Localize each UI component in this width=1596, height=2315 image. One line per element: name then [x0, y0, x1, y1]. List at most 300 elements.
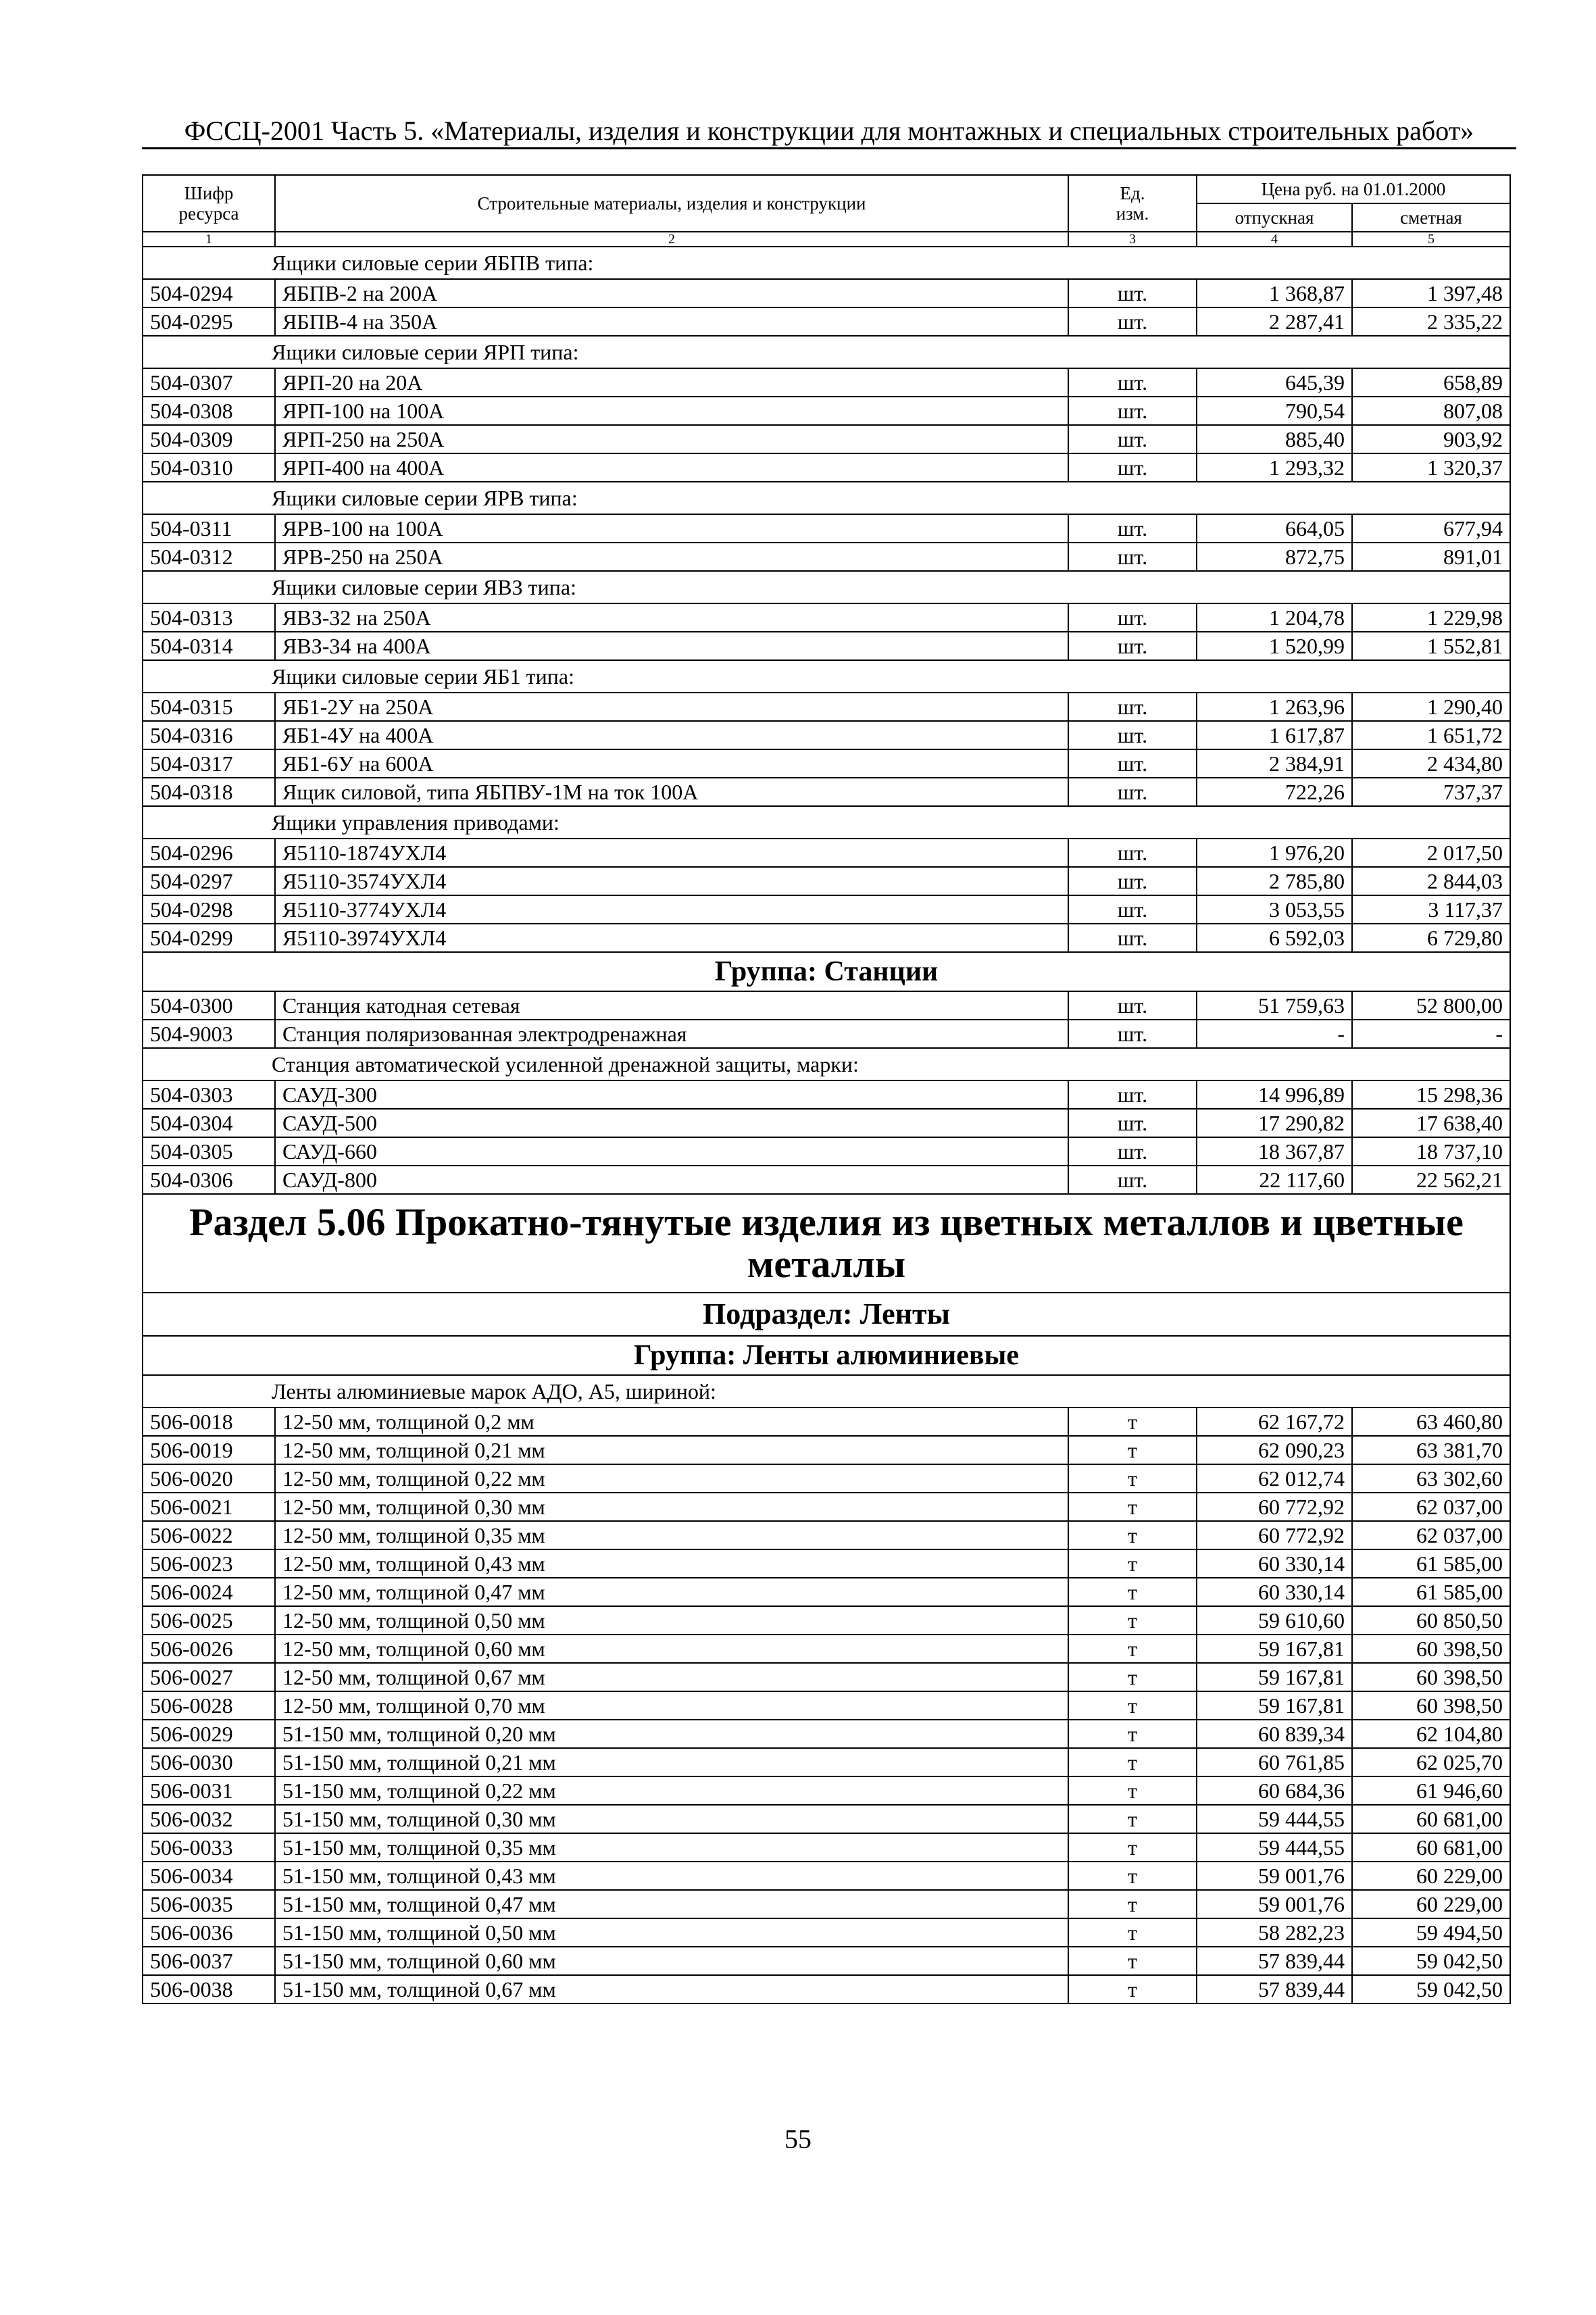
- resource-code: 506-0029: [143, 1720, 275, 1748]
- unit-of-measure: т: [1068, 1833, 1197, 1862]
- price-release: 60 761,85: [1197, 1748, 1352, 1776]
- price-estimate: 61 585,00: [1352, 1549, 1510, 1578]
- price-release: 1 263,96: [1197, 693, 1352, 721]
- table-row: [143, 839, 1510, 867]
- price-release: 18 367,87: [1197, 1137, 1352, 1166]
- price-estimate: 1 651,72: [1352, 721, 1510, 749]
- subgroup-heading: Ящики силовые серии ЯРВ типа:: [143, 482, 1510, 514]
- resource-code: 506-0027: [143, 1663, 275, 1691]
- price-release: 14 996,89: [1197, 1080, 1352, 1109]
- price-estimate: 2 335,22: [1352, 307, 1510, 336]
- resource-code: 504-0304: [143, 1109, 275, 1137]
- resource-code: 506-0024: [143, 1578, 275, 1606]
- price-release: 60 330,14: [1197, 1578, 1352, 1606]
- price-release: -: [1197, 1020, 1352, 1048]
- price-release: 664,05: [1197, 514, 1352, 543]
- table-row: [143, 1166, 1510, 1194]
- price-table-body: [143, 175, 1510, 2003]
- resource-code: 506-0023: [143, 1549, 275, 1578]
- price-release: 60 772,92: [1197, 1521, 1352, 1549]
- price-estimate: 3 117,37: [1352, 895, 1510, 924]
- price-release: 57 839,44: [1197, 1947, 1352, 1975]
- price-estimate: 63 302,60: [1352, 1464, 1510, 1493]
- unit-of-measure: шт.: [1068, 1020, 1197, 1048]
- material-name: ЯБ1-4У на 400А: [275, 721, 1068, 749]
- unit-of-measure: т: [1068, 1947, 1197, 1975]
- unit-of-measure: т: [1068, 1635, 1197, 1663]
- table-row: [143, 721, 1510, 749]
- price-release: 1 976,20: [1197, 839, 1352, 867]
- material-name: 51-150 мм, толщиной 0,22 мм: [275, 1776, 1068, 1805]
- resource-code: 506-0021: [143, 1493, 275, 1521]
- table-row: [143, 1833, 1510, 1862]
- material-name: САУД-660: [275, 1137, 1068, 1166]
- price-estimate: 63 381,70: [1352, 1436, 1510, 1464]
- price-release: 60 839,34: [1197, 1720, 1352, 1748]
- resource-code: 506-0035: [143, 1890, 275, 1918]
- table-row: [143, 1805, 1510, 1833]
- unit-of-measure: т: [1068, 1776, 1197, 1805]
- price-estimate: -: [1352, 1020, 1510, 1048]
- resource-code: 504-0312: [143, 543, 275, 571]
- price-release: 60 772,92: [1197, 1493, 1352, 1521]
- price-estimate: 1 229,98: [1352, 603, 1510, 632]
- col-number-4: 4: [1197, 232, 1352, 247]
- price-estimate: 63 460,80: [1352, 1408, 1510, 1436]
- resource-code: 504-0310: [143, 453, 275, 482]
- price-release: 62 167,72: [1197, 1408, 1352, 1436]
- material-name: ЯБПВ-2 на 200А: [275, 279, 1068, 307]
- table-row: [143, 1109, 1510, 1137]
- table-row: [143, 749, 1510, 778]
- table-row: [143, 632, 1510, 660]
- page-number: 55: [784, 2124, 812, 2154]
- resource-code: 504-0296: [143, 839, 275, 867]
- price-estimate: 891,01: [1352, 543, 1510, 571]
- material-name: Станция поляризованная электродренажная: [275, 1020, 1068, 1048]
- resource-code: 504-0305: [143, 1137, 275, 1166]
- material-name: ЯБПВ-4 на 350А: [275, 307, 1068, 336]
- material-name: 51-150 мм, толщиной 0,30 мм: [275, 1805, 1068, 1833]
- unit-of-measure: шт.: [1068, 279, 1197, 307]
- price-estimate: 677,94: [1352, 514, 1510, 543]
- material-name: ЯВЗ-32 на 250А: [275, 603, 1068, 632]
- table-row: [143, 279, 1510, 307]
- material-name: САУД-500: [275, 1109, 1068, 1137]
- table-row: [143, 1890, 1510, 1918]
- price-release: 59 610,60: [1197, 1606, 1352, 1635]
- unit-of-measure: т: [1068, 1521, 1197, 1549]
- col-header-code: Шифр ресурса: [143, 175, 275, 232]
- resource-code: 506-0038: [143, 1975, 275, 2003]
- resource-code: 506-0033: [143, 1833, 275, 1862]
- table-row: [143, 867, 1510, 895]
- price-release: 59 001,76: [1197, 1862, 1352, 1890]
- table-row: [143, 1720, 1510, 1748]
- material-name: ЯРП-20 на 20А: [275, 368, 1068, 397]
- price-estimate: 1 552,81: [1352, 632, 1510, 660]
- material-name: 12-50 мм, толщиной 0,47 мм: [275, 1578, 1068, 1606]
- material-name: ЯБ1-6У на 600А: [275, 749, 1068, 778]
- price-release: 1 617,87: [1197, 721, 1352, 749]
- unit-of-measure: шт.: [1068, 543, 1197, 571]
- price-estimate: 62 037,00: [1352, 1493, 1510, 1521]
- unit-of-measure: шт.: [1068, 778, 1197, 806]
- material-name: 12-50 мм, толщиной 0,60 мм: [275, 1635, 1068, 1663]
- price-estimate: 1 320,37: [1352, 453, 1510, 482]
- subgroup-heading: Ящики управления приводами:: [143, 806, 1510, 839]
- table-row: [143, 603, 1510, 632]
- resource-code: 506-0028: [143, 1691, 275, 1720]
- price-estimate: 1 290,40: [1352, 693, 1510, 721]
- table-row: [143, 1947, 1510, 1975]
- resource-code: 506-0030: [143, 1748, 275, 1776]
- unit-of-measure: т: [1068, 1663, 1197, 1691]
- col-number-2: 2: [275, 232, 1068, 247]
- table-row: [143, 1748, 1510, 1776]
- running-header: ФССЦ-2001 Часть 5. «Материалы, изделия и конструкции для монтажных и специальных строительных работ»: [142, 115, 1516, 149]
- price-estimate: 61 585,00: [1352, 1578, 1510, 1606]
- table-row: [143, 453, 1510, 482]
- table-row: [143, 1691, 1510, 1720]
- price-release: 885,40: [1197, 425, 1352, 453]
- subgroup-heading: Ленты алюминиевые марок АДО, А5, шириной:: [143, 1375, 1510, 1408]
- subgroup-heading-row: [143, 482, 1510, 514]
- resource-code: 506-0036: [143, 1918, 275, 1947]
- price-estimate: 2 434,80: [1352, 749, 1510, 778]
- table-row: [143, 1080, 1510, 1109]
- resource-code: 506-0025: [143, 1606, 275, 1635]
- resource-code: 504-0313: [143, 603, 275, 632]
- material-name: САУД-800: [275, 1166, 1068, 1194]
- price-release: 2 287,41: [1197, 307, 1352, 336]
- price-release: 58 282,23: [1197, 1918, 1352, 1947]
- unit-of-measure: шт.: [1068, 991, 1197, 1020]
- table-row: [143, 991, 1510, 1020]
- unit-of-measure: шт.: [1068, 1137, 1197, 1166]
- material-name: 12-50 мм, толщиной 0,21 мм: [275, 1436, 1068, 1464]
- material-name: ЯРП-400 на 400А: [275, 453, 1068, 482]
- resource-code: 504-0297: [143, 867, 275, 895]
- unit-of-measure: шт.: [1068, 721, 1197, 749]
- subgroup-heading: Ящики силовые серии ЯБПВ типа:: [143, 247, 1510, 279]
- price-estimate: 658,89: [1352, 368, 1510, 397]
- col-number-1: 1: [143, 232, 275, 247]
- price-estimate: 60 850,50: [1352, 1606, 1510, 1635]
- unit-of-measure: шт.: [1068, 453, 1197, 482]
- subsection-heading: Подраздел: Ленты: [143, 1293, 1510, 1336]
- material-name: 51-150 мм, толщиной 0,67 мм: [275, 1975, 1068, 2003]
- material-name: ЯВЗ-34 на 400А: [275, 632, 1068, 660]
- material-name: 12-50 мм, толщиной 0,22 мм: [275, 1464, 1068, 1493]
- material-name: САУД-300: [275, 1080, 1068, 1109]
- price-release: 872,75: [1197, 543, 1352, 571]
- price-estimate: 60 229,00: [1352, 1862, 1510, 1890]
- unit-of-measure: шт.: [1068, 1166, 1197, 1194]
- price-estimate: 62 037,00: [1352, 1521, 1510, 1549]
- table-row: [143, 1521, 1510, 1549]
- table-row: [143, 368, 1510, 397]
- table-row: [143, 1975, 1510, 2003]
- table-row: [143, 1493, 1510, 1521]
- price-estimate: 60 398,50: [1352, 1663, 1510, 1691]
- table-row: [143, 307, 1510, 336]
- unit-of-measure: т: [1068, 1606, 1197, 1635]
- unit-of-measure: шт.: [1068, 693, 1197, 721]
- col-header-unit: Ед. изм.: [1068, 175, 1197, 232]
- unit-of-measure: т: [1068, 1493, 1197, 1521]
- subgroup-heading-row: [143, 660, 1510, 693]
- price-release: 6 592,03: [1197, 924, 1352, 952]
- table-row: [143, 1549, 1510, 1578]
- price-estimate: 60 398,50: [1352, 1635, 1510, 1663]
- unit-of-measure: шт.: [1068, 425, 1197, 453]
- subgroup-heading-row: [143, 247, 1510, 279]
- price-table: [142, 174, 1511, 2004]
- price-estimate: 6 729,80: [1352, 924, 1510, 952]
- resource-code: 504-0316: [143, 721, 275, 749]
- resource-code: 504-0303: [143, 1080, 275, 1109]
- unit-of-measure: шт.: [1068, 924, 1197, 952]
- material-name: 51-150 мм, толщиной 0,50 мм: [275, 1918, 1068, 1947]
- section-heading-row: [143, 1194, 1510, 1293]
- material-name: 12-50 мм, толщиной 0,2 мм: [275, 1408, 1068, 1436]
- table-row: [143, 397, 1510, 425]
- table-row: [143, 514, 1510, 543]
- table-row: [143, 778, 1510, 806]
- material-name: ЯРВ-250 на 250А: [275, 543, 1068, 571]
- table-row: [143, 1578, 1510, 1606]
- price-release: 2 384,91: [1197, 749, 1352, 778]
- price-release: 645,39: [1197, 368, 1352, 397]
- resource-code: 506-0026: [143, 1635, 275, 1663]
- price-estimate: 2 844,03: [1352, 867, 1510, 895]
- unit-of-measure: шт.: [1068, 895, 1197, 924]
- group-heading-row: [143, 1336, 1510, 1375]
- material-name: ЯРП-100 на 100А: [275, 397, 1068, 425]
- price-release: 57 839,44: [1197, 1975, 1352, 2003]
- price-release: 59 001,76: [1197, 1890, 1352, 1918]
- material-name: 12-50 мм, толщиной 0,67 мм: [275, 1663, 1068, 1691]
- price-estimate: 62 025,70: [1352, 1748, 1510, 1776]
- price-estimate: 17 638,40: [1352, 1109, 1510, 1137]
- price-release: 59 444,55: [1197, 1805, 1352, 1833]
- subgroup-heading-row: [143, 571, 1510, 603]
- price-release: 60 330,14: [1197, 1549, 1352, 1578]
- unit-of-measure: шт.: [1068, 839, 1197, 867]
- section-heading: Раздел 5.06 Прокатно-тянутые изделия из цветных металлов и цветные металлы: [143, 1194, 1510, 1293]
- price-estimate: 18 737,10: [1352, 1137, 1510, 1166]
- resource-code: 504-0314: [143, 632, 275, 660]
- price-release: 1 293,32: [1197, 453, 1352, 482]
- unit-of-measure: шт.: [1068, 867, 1197, 895]
- resource-code: 504-0308: [143, 397, 275, 425]
- table-row: [143, 693, 1510, 721]
- price-release: 62 090,23: [1197, 1436, 1352, 1464]
- unit-of-measure: т: [1068, 1691, 1197, 1720]
- subgroup-heading-row: [143, 1375, 1510, 1408]
- price-release: 1 520,99: [1197, 632, 1352, 660]
- price-release: 2 785,80: [1197, 867, 1352, 895]
- col-header-price: Цена руб. на 01.01.2000: [1197, 175, 1510, 203]
- unit-of-measure: т: [1068, 1805, 1197, 1833]
- resource-code: 504-0318: [143, 778, 275, 806]
- price-release: 722,26: [1197, 778, 1352, 806]
- material-name: Станция катодная сетевая: [275, 991, 1068, 1020]
- price-estimate: 59 042,50: [1352, 1947, 1510, 1975]
- price-estimate: 60 681,00: [1352, 1833, 1510, 1862]
- unit-of-measure: шт.: [1068, 514, 1197, 543]
- resource-code: 504-0294: [143, 279, 275, 307]
- resource-code: 506-0019: [143, 1436, 275, 1464]
- price-release: 60 684,36: [1197, 1776, 1352, 1805]
- resource-code: 504-0299: [143, 924, 275, 952]
- price-estimate: 59 042,50: [1352, 1975, 1510, 2003]
- table-row: [143, 1408, 1510, 1436]
- price-release: 62 012,74: [1197, 1464, 1352, 1493]
- unit-of-measure: шт.: [1068, 632, 1197, 660]
- resource-code: 504-0306: [143, 1166, 275, 1194]
- subgroup-heading: Ящики силовые серии ЯВЗ типа:: [143, 571, 1510, 603]
- table-row: [143, 425, 1510, 453]
- material-name: 12-50 мм, толщиной 0,35 мм: [275, 1521, 1068, 1549]
- unit-of-measure: т: [1068, 1408, 1197, 1436]
- subgroup-heading-row: [143, 1048, 1510, 1080]
- subgroup-heading-row: [143, 806, 1510, 839]
- price-estimate: 61 946,60: [1352, 1776, 1510, 1805]
- price-release: 17 290,82: [1197, 1109, 1352, 1137]
- price-release: 59 444,55: [1197, 1833, 1352, 1862]
- unit-of-measure: т: [1068, 1578, 1197, 1606]
- price-estimate: 22 562,21: [1352, 1166, 1510, 1194]
- price-estimate: 903,92: [1352, 425, 1510, 453]
- table-row: [143, 543, 1510, 571]
- unit-of-measure: т: [1068, 1436, 1197, 1464]
- unit-of-measure: т: [1068, 1862, 1197, 1890]
- subgroup-heading: Ящики силовые серии ЯРП типа:: [143, 336, 1510, 368]
- resource-code: 506-0022: [143, 1521, 275, 1549]
- price-release: 1 204,78: [1197, 603, 1352, 632]
- price-estimate: 1 397,48: [1352, 279, 1510, 307]
- table-row: [143, 924, 1510, 952]
- unit-of-measure: шт.: [1068, 1109, 1197, 1137]
- table-row: [143, 895, 1510, 924]
- unit-of-measure: т: [1068, 1918, 1197, 1947]
- resource-code: 506-0018: [143, 1408, 275, 1436]
- price-estimate: 62 104,80: [1352, 1720, 1510, 1748]
- table-row: [143, 1020, 1510, 1048]
- price-release: 3 053,55: [1197, 895, 1352, 924]
- col-number-3: 3: [1068, 232, 1197, 247]
- unit-of-measure: т: [1068, 1748, 1197, 1776]
- price-estimate: 60 398,50: [1352, 1691, 1510, 1720]
- unit-of-measure: шт.: [1068, 307, 1197, 336]
- group-heading: Группа: Ленты алюминиевые: [143, 1336, 1510, 1375]
- price-estimate: 60 229,00: [1352, 1890, 1510, 1918]
- unit-of-measure: т: [1068, 1720, 1197, 1748]
- resource-code: 506-0037: [143, 1947, 275, 1975]
- resource-code: 504-0309: [143, 425, 275, 453]
- price-release: 59 167,81: [1197, 1663, 1352, 1691]
- table-row: [143, 1635, 1510, 1663]
- subgroup-heading: Станция автоматической усиленной дренажной защиты, марки:: [143, 1048, 1510, 1080]
- group-heading-row: [143, 952, 1510, 991]
- resource-code: 504-0307: [143, 368, 275, 397]
- material-name: ЯБ1-2У на 250А: [275, 693, 1068, 721]
- material-name: 51-150 мм, толщиной 0,60 мм: [275, 1947, 1068, 1975]
- resource-code: 506-0020: [143, 1464, 275, 1493]
- resource-code: 504-0298: [143, 895, 275, 924]
- material-name: 12-50 мм, толщиной 0,43 мм: [275, 1549, 1068, 1578]
- price-estimate: 60 681,00: [1352, 1805, 1510, 1833]
- price-release: 59 167,81: [1197, 1691, 1352, 1720]
- price-estimate: 737,37: [1352, 778, 1510, 806]
- unit-of-measure: шт.: [1068, 749, 1197, 778]
- price-release: 59 167,81: [1197, 1635, 1352, 1663]
- resource-code: 506-0034: [143, 1862, 275, 1890]
- group-heading: Группа: Станции: [143, 952, 1510, 991]
- price-estimate: 59 494,50: [1352, 1918, 1510, 1947]
- material-name: 51-150 мм, толщиной 0,20 мм: [275, 1720, 1068, 1748]
- material-name: 51-150 мм, толщиной 0,35 мм: [275, 1833, 1068, 1862]
- unit-of-measure: шт.: [1068, 368, 1197, 397]
- resource-code: 504-0300: [143, 991, 275, 1020]
- resource-code: 504-0295: [143, 307, 275, 336]
- material-name: 51-150 мм, толщиной 0,47 мм: [275, 1890, 1068, 1918]
- resource-code: 504-0311: [143, 514, 275, 543]
- table-row: [143, 1606, 1510, 1635]
- table-row: [143, 1436, 1510, 1464]
- material-name: 12-50 мм, толщиной 0,70 мм: [275, 1691, 1068, 1720]
- material-name: Я5110-1874УХЛ4: [275, 839, 1068, 867]
- material-name: Я5110-3774УХЛ4: [275, 895, 1068, 924]
- material-name: 12-50 мм, толщиной 0,30 мм: [275, 1493, 1068, 1521]
- unit-of-measure: т: [1068, 1549, 1197, 1578]
- price-estimate: 15 298,36: [1352, 1080, 1510, 1109]
- material-name: Я5110-3574УХЛ4: [275, 867, 1068, 895]
- table-row: [143, 1464, 1510, 1493]
- material-name: ЯРВ-100 на 100А: [275, 514, 1068, 543]
- resource-code: 504-0315: [143, 693, 275, 721]
- subsection-heading-row: [143, 1293, 1510, 1336]
- unit-of-measure: т: [1068, 1975, 1197, 2003]
- unit-of-measure: т: [1068, 1464, 1197, 1493]
- resource-code: 504-9003: [143, 1020, 275, 1048]
- price-estimate: 52 800,00: [1352, 991, 1510, 1020]
- unit-of-measure: шт.: [1068, 397, 1197, 425]
- column-number-row: [143, 232, 1510, 247]
- col-header-price-release: отпускная: [1197, 203, 1352, 232]
- resource-code: 506-0032: [143, 1805, 275, 1833]
- col-header-name: Строительные материалы, изделия и конструкции: [275, 175, 1068, 232]
- table-header-row: [143, 175, 1510, 203]
- price-release: 1 368,87: [1197, 279, 1352, 307]
- resource-code: 506-0031: [143, 1776, 275, 1805]
- table-row: [143, 1862, 1510, 1890]
- material-name: Ящик силовой, типа ЯБПВУ-1М на ток 100А: [275, 778, 1068, 806]
- table-row: [143, 1776, 1510, 1805]
- material-name: ЯРП-250 на 250А: [275, 425, 1068, 453]
- material-name: 51-150 мм, толщиной 0,43 мм: [275, 1862, 1068, 1890]
- unit-of-measure: т: [1068, 1890, 1197, 1918]
- table-row: [143, 1918, 1510, 1947]
- resource-code: 504-0317: [143, 749, 275, 778]
- material-name: 51-150 мм, толщиной 0,21 мм: [275, 1748, 1068, 1776]
- material-name: Я5110-3974УХЛ4: [275, 924, 1068, 952]
- subgroup-heading: Ящики силовые серии ЯБ1 типа:: [143, 660, 1510, 693]
- price-release: 790,54: [1197, 397, 1352, 425]
- subgroup-heading-row: [143, 336, 1510, 368]
